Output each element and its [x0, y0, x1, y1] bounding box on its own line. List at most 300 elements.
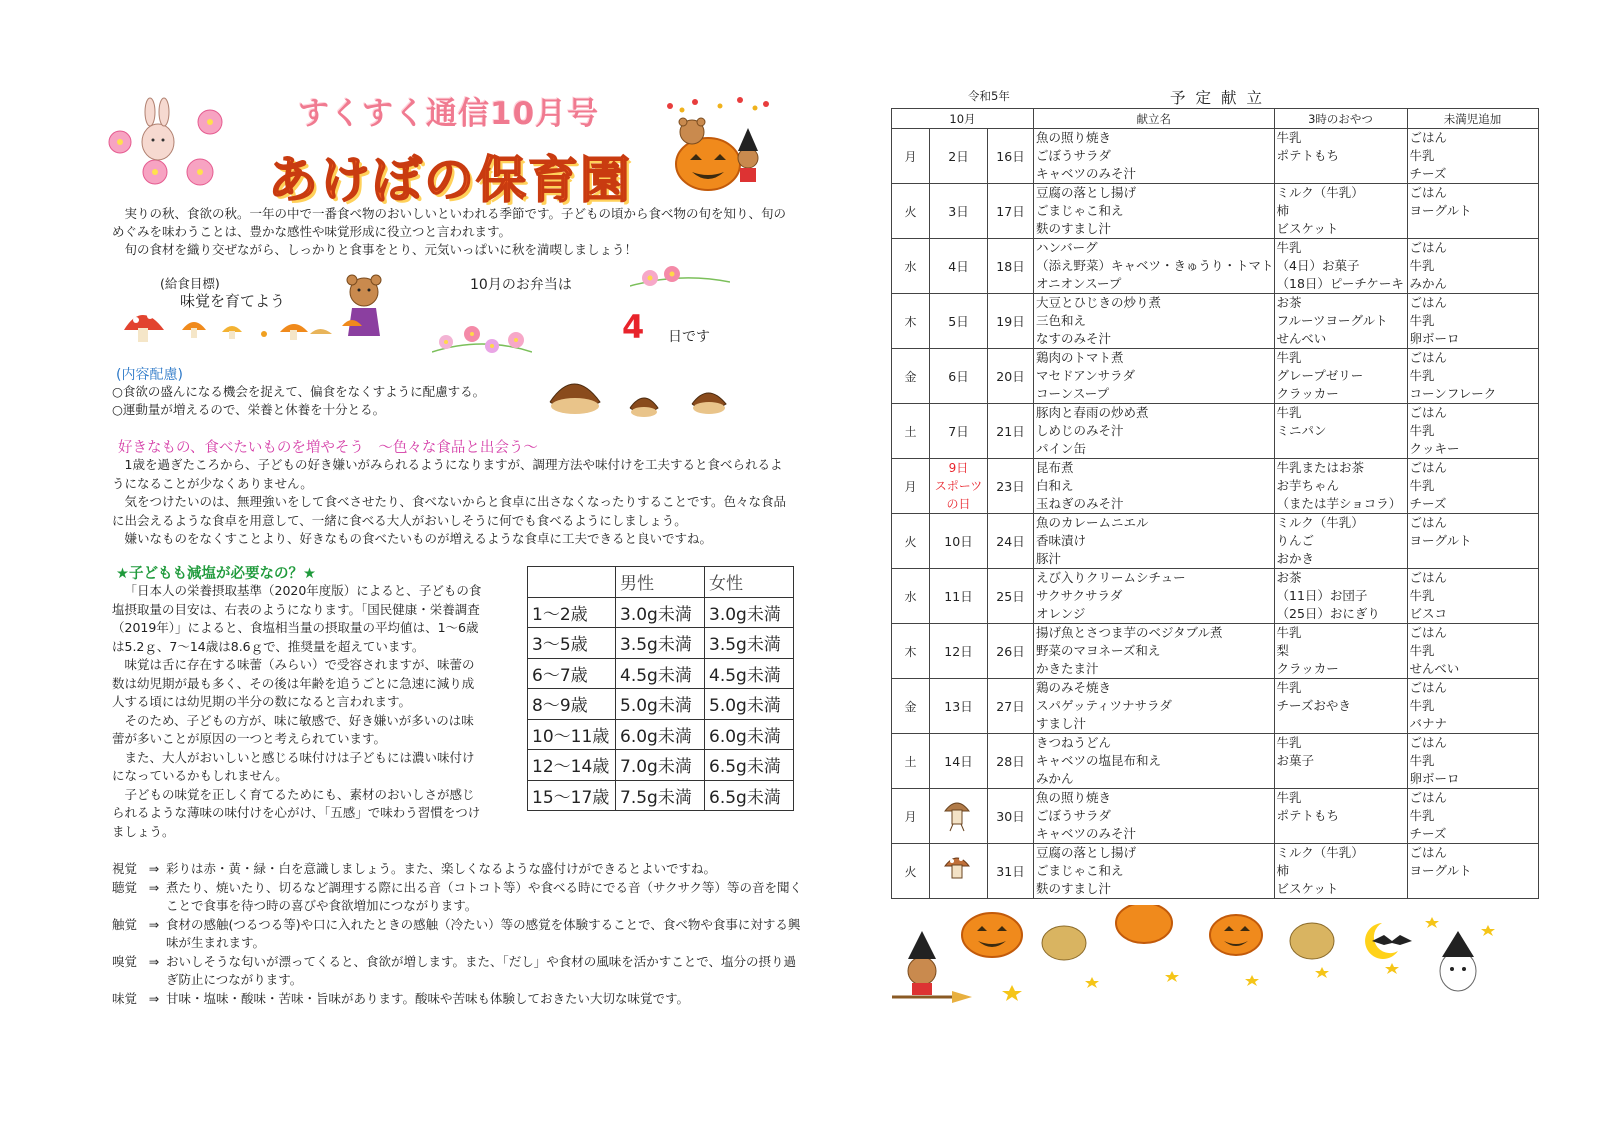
menu-infant-line: 卵ボーロ: [1409, 331, 1460, 346]
menu-row: [892, 679, 1539, 734]
menu-dish-line: 昆布煮: [1036, 460, 1074, 475]
salt-age-cell: 12～14歳: [528, 750, 616, 781]
salt-female-cell: 6.5g未満: [705, 780, 794, 811]
menu-snack-line: お芋ちゃん: [1276, 478, 1340, 493]
menu-infant: [1407, 239, 1538, 294]
sense-item: [112, 860, 802, 879]
menu-dish-line: ごぼうサラダ: [1036, 148, 1111, 163]
menu-dish-line: なすのみそ汁: [1036, 331, 1112, 346]
menu-row: [892, 239, 1539, 294]
menu-dish-line: ハンバーグ: [1036, 240, 1098, 255]
sense-arrow: ⇒: [148, 990, 160, 1006]
menu-snack-line: [1277, 440, 1407, 458]
menu-weekday: 水: [892, 569, 930, 624]
salt-age-cell: 8～9歳: [528, 689, 616, 720]
menu-dish: [1034, 679, 1275, 734]
menu-dish: [1034, 569, 1275, 624]
menu-header-snack: 3時のおやつ: [1274, 109, 1407, 129]
salt-male-cell: 5.0g未満: [616, 689, 705, 720]
menu-snack: [1274, 514, 1407, 569]
menu-date-second: 28日: [988, 734, 1034, 789]
salt-table-row: [528, 780, 794, 811]
menu-date-first: 7日: [930, 404, 988, 459]
menu-row: [892, 569, 1539, 624]
salt-table-row: [528, 750, 794, 781]
menu-snack-line: （または芋ショコラ）: [1276, 496, 1402, 511]
menu-dish-line: 香味漬け: [1036, 533, 1087, 548]
sense-item: [112, 990, 802, 1009]
menu-dish: [1034, 514, 1275, 569]
menu-infant-line: ごはん: [1409, 625, 1448, 640]
salt-female-cell: 6.5g未満: [705, 750, 794, 781]
menu-snack: [1274, 844, 1407, 899]
menu-infant: [1407, 514, 1538, 569]
salt-age-cell: 3～5歳: [528, 628, 616, 659]
menu-infant-line: ごはん: [1409, 240, 1448, 255]
menu-row: [892, 294, 1539, 349]
menu-date-first: 14日: [930, 734, 988, 789]
menu-dish-line: 魚の照り焼き: [1036, 130, 1112, 145]
menu-date-first: 10日: [930, 514, 988, 569]
menu-infant-line: ごはん: [1409, 515, 1448, 530]
menu-snack: [1274, 569, 1407, 624]
menu-infant-line: ごはん: [1409, 405, 1448, 420]
menu-snack-line: 梨: [1276, 643, 1290, 658]
menu-infant: [1407, 184, 1538, 239]
menu-dish: [1034, 459, 1275, 514]
section3-paragraph: そのため、子どもの方が、味に敏感で、好き嫌いが多いのは味蕾が多いことが原因の一つと考えられています。: [112, 712, 474, 746]
menu-snack-line: クラッカー: [1276, 661, 1339, 676]
menu-weekday: 土: [892, 404, 930, 459]
menu-infant: [1407, 734, 1538, 789]
salt-male-cell: 7.0g未満: [616, 750, 705, 781]
salt-age-cell: 6～7歳: [528, 658, 616, 689]
menu-weekday: 月: [892, 129, 930, 184]
menu-snack-line: 牛乳: [1276, 405, 1302, 420]
menu-snack-line: ビスケット: [1276, 221, 1339, 236]
menu-snack-line: ビスケット: [1276, 881, 1339, 896]
holiday-label: 9日: [948, 461, 969, 475]
salt-male-cell: 6.0g未満: [616, 719, 705, 750]
menu-date-first: 2日: [930, 129, 988, 184]
intro-paragraph: 実りの秋、食欲の秋。一年の中で一番食べ物のおいしいといわれる季節です。子どもの頃から食べ物の旬を知り、旬のめぐみを味わうことは、豊かな感性や味覚形成に役立つと言われます。: [112, 206, 787, 239]
menu-title: 予定献立: [1170, 89, 1273, 107]
menu-row: [892, 129, 1539, 184]
menu-snack-line: おかき: [1276, 551, 1315, 566]
menu-header-month: 10月: [892, 109, 1034, 129]
holiday-label: の日: [946, 497, 971, 511]
sense-text: 煮たり、焼いたり、切るなど調理する際に出る音（コトコト等）や食べる時にでる音（サクサク等）等の音を聞くことで食事を待つ時の喜びや食欲増加につながります。: [166, 879, 803, 913]
menu-infant: [1407, 349, 1538, 404]
menu-snack-line: 牛乳またはお茶: [1276, 460, 1365, 475]
menu-snack-line: ポテトもち: [1276, 808, 1340, 823]
menu-date-second: 31日: [988, 844, 1034, 899]
menu-dish-line: 鶏肉のトマト煮: [1036, 350, 1124, 365]
intro-text: [112, 205, 792, 259]
menu-snack-line: ポテトもち: [1276, 148, 1340, 163]
menu-weekday: 水: [892, 239, 930, 294]
sense-key: 視覚: [112, 861, 138, 876]
sense-item: [112, 879, 802, 916]
section2-heading: 好きなもの、食べたいものを増やそう ～色々な食品と出会う～: [118, 440, 538, 456]
consideration-list: [112, 383, 485, 419]
section3-paragraph: 子どもの味覚を正しく育てるためにも、素材のおいしさが感じられるような薄味の味付けを心がけ、「五感」で味わう習慣をつけましょう。: [112, 786, 481, 839]
bear-mushroom-illustration: [340, 272, 390, 342]
menu-snack-line: [1277, 715, 1407, 733]
menu-dish-line: オレンジ: [1036, 606, 1086, 621]
menu-dish-line: パイン缶: [1036, 441, 1087, 456]
menu-row: [892, 734, 1539, 789]
menu-snack-line: お茶: [1276, 570, 1302, 585]
menu-snack-line: フルーツヨーグルト: [1276, 313, 1388, 328]
menu-dish-line: 白和え: [1036, 478, 1074, 493]
salt-female-cell: 3.0g未満: [705, 597, 794, 628]
menu-snack-line: [1277, 165, 1407, 183]
menu-infant: [1407, 679, 1538, 734]
menu-dish-line: かきたま汁: [1036, 661, 1099, 676]
sense-arrow: ⇒: [148, 861, 160, 876]
menu-dish: [1034, 624, 1275, 679]
menu-dish-line: ごまじゃこ和え: [1036, 863, 1124, 878]
menu-infant-line: ごはん: [1409, 570, 1448, 585]
menu-dish-line: スパゲッティツナサラダ: [1036, 698, 1172, 713]
section3-paragraph: また、大人がおいしいと感じる味付けは子どもには濃い味付けになっているかもしれません。: [112, 749, 475, 783]
menu-infant-line: チーズ: [1409, 826, 1447, 841]
menu-weekday: 火: [892, 184, 930, 239]
menu-weekday: 金: [892, 349, 930, 404]
menu-dish-line: 揚げ魚とさつま芋のベジタブル煮: [1036, 625, 1223, 640]
menu-snack-line: [1277, 825, 1407, 843]
menu-snack: [1274, 129, 1407, 184]
menu-infant-line: コーンフレーク: [1409, 386, 1497, 401]
menu-dish-line: 魚の照り焼き: [1036, 790, 1112, 805]
menu-date-first: 12日: [930, 624, 988, 679]
section2-paragraph: 嫌いなものをなくすことより、好きなもの食べたいものが増えるような食卓に工夫できると良いですね。: [124, 531, 713, 546]
menu-infant-line: ごはん: [1409, 295, 1448, 310]
menu-dish: [1034, 184, 1275, 239]
menu-infant-line: ごはん: [1409, 350, 1448, 365]
menu-date-second: 23日: [988, 459, 1034, 514]
salt-male-cell: 3.0g未満: [616, 597, 705, 628]
salt-male-cell: 3.5g未満: [616, 628, 705, 659]
menu-date-second: 16日: [988, 129, 1034, 184]
menu-date-first: 6日: [930, 349, 988, 404]
section3-paragraph: 「日本人の栄養摂取基準（2020年度版）によると、子どもの食塩摂取量の目安は、右表のようになります。「国民健康・栄養調査（2019年）」によると、食塩相当量の摂取量の平均値は、1～6歳は5.2ｇ、7～14歳は8.6ｇで、推奨量を超えています。: [112, 583, 482, 654]
menu-infant-line: チーズ: [1409, 166, 1447, 181]
five-senses-list: [112, 860, 802, 1008]
lunch-goal-label: (給食目標): [160, 276, 220, 291]
menu-infant-line: チーズ: [1409, 496, 1447, 511]
menu-snack: [1274, 734, 1407, 789]
menu-infant-line: [1410, 220, 1538, 238]
menu-infant-line: 牛乳: [1409, 313, 1435, 328]
sense-key: 触覚: [112, 916, 138, 932]
section2-paragraph: 1歳を過ぎたころから、子どもの好き嫌いがみられるようになりますが、調理方法や味付けを工夫すると食べられるようになることが少なくありません。: [112, 457, 783, 491]
menu-dish-line: えび入りクリームシチュー: [1036, 570, 1186, 585]
menu-snack: [1274, 459, 1407, 514]
menu-snack: [1274, 679, 1407, 734]
menu-snack-line: （11日）お団子: [1276, 588, 1368, 603]
menu-date-second: 19日: [988, 294, 1034, 349]
menu-dish: [1034, 734, 1275, 789]
menu-snack-line: 柿: [1276, 203, 1290, 218]
bunny-flower-illustration: [100, 92, 235, 192]
menu-date-first: 11日: [930, 569, 988, 624]
sense-text: おいしそうな匂いが漂ってくると、食欲が増します。また、「だし」や食材の風味を活かすことで、塩分の摂り過ぎ防止につながります。: [166, 953, 797, 987]
sense-text: 彩りは赤・黄・緑・白を意識しましょう。また、楽しくなるような盛付けができるとよいですね。: [166, 861, 717, 876]
menu-date-second: 27日: [988, 679, 1034, 734]
sense-text: 食材の感触(つるつる等)や口に入れたときの感触（冷たい）等の感覚を体験することで、食べ物や食事に対する興味が生まれます。: [166, 916, 801, 950]
menu-dish-line: コーンスープ: [1036, 386, 1110, 401]
menu-date-second: 21日: [988, 404, 1034, 459]
sense-arrow: ⇒: [148, 916, 160, 932]
sense-key: 嗅覚: [112, 953, 138, 969]
salt-table-row: [528, 628, 794, 659]
menu-date-first: 5日: [930, 294, 988, 349]
sense-item: [112, 916, 802, 953]
menu-row: [892, 844, 1539, 899]
salt-male-cell: 4.5g未満: [616, 658, 705, 689]
menu-snack-line: ミルク（牛乳）: [1276, 845, 1364, 860]
menu-dish-line: ごぼうサラダ: [1036, 808, 1111, 823]
menu-snack-line: お茶: [1276, 295, 1302, 310]
menu-dish-line: すまし汁: [1036, 716, 1087, 731]
menu-dish-line: 野菜のマヨネーズ和え: [1036, 643, 1161, 658]
menu-date-first: [930, 459, 988, 514]
menu-infant-line: [1410, 550, 1538, 568]
menu-snack-line: お菓子: [1276, 753, 1315, 768]
menu-row: [892, 624, 1539, 679]
menu-header-row: [892, 109, 1539, 129]
menu-date-second: 17日: [988, 184, 1034, 239]
halloween-decoration: [892, 905, 1512, 1010]
menu-infant-line: ごはん: [1409, 460, 1448, 475]
menu-infant-line: ヨーグルト: [1409, 533, 1472, 548]
menu-row: [892, 789, 1539, 844]
menu-infant-line: 牛乳: [1409, 588, 1435, 603]
salt-table-row: [528, 658, 794, 689]
menu-infant-line: 牛乳: [1409, 423, 1435, 438]
menu-snack: [1274, 239, 1407, 294]
salt-table-row: [528, 689, 794, 720]
menu-snack-line: 牛乳: [1276, 350, 1302, 365]
sense-text: 甘味・塩味・酸味・苦味・旨味があります。酸味や苦味も体験しておきたい大切な味覚です。: [166, 990, 690, 1006]
menu-snack: [1274, 349, 1407, 404]
menu-row: [892, 404, 1539, 459]
menu-dish-line: キャベツのみそ汁: [1036, 166, 1137, 181]
menu-infant-line: ごはん: [1409, 845, 1448, 860]
menu-dish: [1034, 239, 1275, 294]
menu-snack-line: 牛乳: [1276, 130, 1302, 145]
intro-paragraph: 旬の食材を織り交ぜながら、しっかりと食事をとり、元気いっぱいに秋を満喫しましょう！: [124, 242, 638, 257]
salt-female-cell: 5.0g未満: [705, 689, 794, 720]
menu-snack-line: クラッカー: [1276, 386, 1339, 401]
menu-infant: [1407, 569, 1538, 624]
menu-snack: [1274, 624, 1407, 679]
lunch-goal-text: 味覚を育てよう: [180, 292, 286, 310]
bear-pumpkin-illustration: [660, 96, 775, 196]
salt-table-row: [528, 719, 794, 750]
sense-item: [112, 953, 802, 990]
section3-paragraph: 味覚は舌に存在する味蕾（みらい）で受容されますが、味蕾の数は幼児期が最も多く、その後は年齢を追うごとに急速に減り成人する頃には幼児期の半分の数になると言われます。: [112, 657, 475, 709]
menu-infant-line: ごはん: [1409, 185, 1448, 200]
menu-snack: [1274, 789, 1407, 844]
salt-female-cell: 3.5g未満: [705, 628, 794, 659]
menu-infant: [1407, 844, 1538, 899]
menu-table: [891, 108, 1539, 899]
menu-infant: [1407, 789, 1538, 844]
menu-dish-line: 豆腐の落とし揚げ: [1036, 185, 1137, 200]
salt-header-cell: 女性: [705, 567, 794, 598]
menu-infant-line: みかん: [1409, 276, 1448, 291]
menu-date-second: 18日: [988, 239, 1034, 294]
menu-snack-line: 牛乳: [1276, 790, 1302, 805]
holiday-label: スポーツ: [934, 479, 983, 493]
consideration-item: ○運動量が増えるので、栄養と休養を十分とる。: [112, 402, 386, 417]
menu-snack-line: グレープゼリー: [1276, 368, 1364, 383]
menu-infant-line: [1410, 880, 1538, 898]
menu-dish: [1034, 294, 1275, 349]
menu-dish-line: 麩のすまし汁: [1036, 221, 1112, 236]
menu-infant: [1407, 129, 1538, 184]
menu-snack-line: （4日）お菓子: [1276, 258, 1360, 273]
menu-snack-line: ミニパン: [1276, 423, 1327, 438]
menu-infant: [1407, 624, 1538, 679]
section3-text: [112, 582, 482, 841]
salt-male-cell: 7.5g未満: [616, 780, 705, 811]
menu-date-second: 20日: [988, 349, 1034, 404]
menu-dish-line: しめじのみそ汁: [1036, 423, 1124, 438]
menu-infant-line: 牛乳: [1409, 808, 1435, 823]
menu-date-second: 30日: [988, 789, 1034, 844]
menu-dish-line: マセドアンサラダ: [1036, 368, 1136, 383]
menu-weekday: 月: [892, 789, 930, 844]
menu-dish-line: ごまじゃこ和え: [1036, 203, 1124, 218]
menu-infant: [1407, 294, 1538, 349]
bento-label: 10月のお弁当は: [470, 277, 572, 293]
menu-snack-line: せんべい: [1276, 331, 1327, 346]
menu-infant-line: ごはん: [1409, 790, 1448, 805]
menu-weekday: 土: [892, 734, 930, 789]
menu-dish: [1034, 404, 1275, 459]
menu-snack-line: （25日）おにぎり: [1276, 606, 1380, 621]
menu-snack-line: 牛乳: [1276, 680, 1302, 695]
menu-snack: [1274, 184, 1407, 239]
salt-header-cell: 男性: [616, 567, 705, 598]
menu-infant-line: ヨーグルト: [1409, 863, 1472, 878]
bento-suffix: 日です: [668, 329, 710, 345]
menu-dish-line: 大豆とひじきの炒り煮: [1036, 295, 1162, 310]
menu-dish-line: （添え野菜）キャベツ・きゅうり・トマト: [1036, 258, 1274, 273]
menu-dish-line: 麩のすまし汁: [1036, 881, 1112, 896]
menu-header-infant: 未満児追加: [1407, 109, 1538, 129]
menu-snack: [1274, 294, 1407, 349]
menu-dish-line: 鶏のみそ焼き: [1036, 680, 1112, 695]
menu-dish: [1034, 789, 1275, 844]
menu-dish-line: オニオンスープ: [1036, 276, 1122, 291]
sense-key: 聴覚: [112, 879, 138, 895]
menu-dish-line: 豆腐の落とし揚げ: [1036, 845, 1137, 860]
salt-header-cell: [528, 567, 616, 598]
salt-age-cell: 10～11歳: [528, 719, 616, 750]
menu-date-first: 4日: [930, 239, 988, 294]
menu-weekday: 金: [892, 679, 930, 734]
menu-infant-line: ヨーグルト: [1409, 203, 1472, 218]
salt-female-cell: 4.5g未満: [705, 658, 794, 689]
menu-dish-line: 豚肉と春雨の炒め煮: [1036, 405, 1149, 420]
menu-infant-line: 牛乳: [1409, 753, 1435, 768]
consideration-heading: (内容配慮): [116, 367, 183, 383]
menu-infant-line: せんべい: [1409, 661, 1460, 676]
bento-days: 4: [622, 308, 645, 346]
section3-heading: ★子どもも減塩が必要なの？★: [116, 566, 316, 582]
menu-dish-line: サクサクサラダ: [1036, 588, 1123, 603]
menu-header-dish: 献立名: [1034, 109, 1275, 129]
salt-age-cell: 15～17歳: [528, 780, 616, 811]
menu-row: [892, 459, 1539, 514]
menu-snack-line: ミルク（牛乳）: [1276, 185, 1364, 200]
menu-snack-line: りんご: [1276, 533, 1315, 548]
cosmos-flowers-illustration-2: [432, 322, 532, 362]
menu-weekday: 月: [892, 459, 930, 514]
menu-weekday: 火: [892, 844, 930, 899]
menu-infant-line: ごはん: [1409, 680, 1448, 695]
menu-snack: [1274, 404, 1407, 459]
era-year: 令和5年: [968, 89, 1010, 103]
menu-snack-line: 牛乳: [1276, 240, 1302, 255]
salt-table-header: [528, 567, 794, 598]
sense-arrow: ⇒: [148, 953, 160, 969]
salt-table-row: [528, 597, 794, 628]
menu-infant-line: クッキー: [1409, 441, 1460, 456]
menu-dish-line: みかん: [1036, 771, 1074, 786]
menu-date-second: 26日: [988, 624, 1034, 679]
menu-weekday: 木: [892, 294, 930, 349]
menu-snack-line: 牛乳: [1276, 625, 1302, 640]
nursery-name: あけぼの保育園: [268, 151, 632, 209]
menu-snack-line: チーズおやき: [1276, 698, 1351, 713]
menu-dish-line: 魚のカレームニエル: [1036, 515, 1149, 530]
menu-infant-line: ごはん: [1409, 735, 1448, 750]
menu-snack-line: 牛乳: [1276, 735, 1302, 750]
menu-snack-line: （18日）ピーチケーキ: [1276, 276, 1404, 291]
menu-date-second: 24日: [988, 514, 1034, 569]
menu-infant-line: ビスコ: [1409, 606, 1448, 621]
menu-infant-line: 卵ボーロ: [1409, 771, 1460, 786]
menu-infant-line: 牛乳: [1409, 368, 1435, 383]
salt-age-cell: 1～2歳: [528, 597, 616, 628]
section2-paragraph: 気をつけたいのは、無理強いをして食べさせたり、食べないからと食卓に出さなくなったりすることです。色々な食品に出会えるような食卓を用意して、一緒に食べる大人がおいしそうに何でも食べるようにしましょう。: [112, 494, 787, 528]
menu-dish-line: 三色和え: [1036, 313, 1087, 328]
menu-dish-line: キャベツの塩昆布和え: [1036, 753, 1162, 768]
consideration-item: ○食欲の盛んになる機会を捉えて、偏食をなくすように配慮する。: [112, 384, 486, 399]
cosmos-flowers-illustration: [630, 264, 730, 294]
menu-row: [892, 349, 1539, 404]
sense-arrow: ⇒: [148, 879, 160, 895]
menu-dish-line: 玉ねぎのみそ汁: [1036, 496, 1124, 511]
menu-snack-line: 柿: [1276, 863, 1290, 878]
menu-dish: [1034, 844, 1275, 899]
menu-dish-line: きつねうどん: [1036, 735, 1112, 750]
menu-dish: [1034, 129, 1275, 184]
menu-date-first: 13日: [930, 679, 988, 734]
menu-infant-line: 牛乳: [1409, 643, 1435, 658]
menu-infant-line: ごはん: [1409, 130, 1448, 145]
menu-infant-line: バナナ: [1409, 716, 1448, 731]
menu-dish-line: 豚汁: [1036, 551, 1062, 566]
menu-infant: [1407, 404, 1538, 459]
menu-dish: [1034, 349, 1275, 404]
